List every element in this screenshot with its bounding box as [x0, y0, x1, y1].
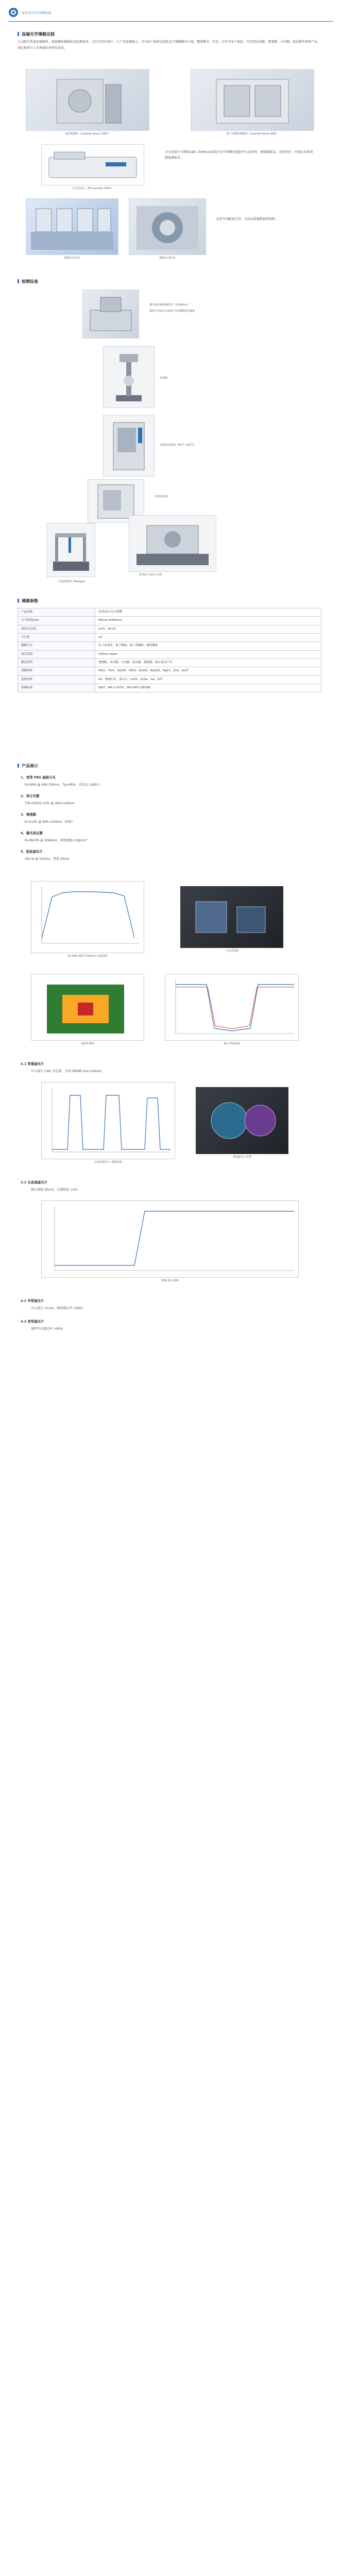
chart-caption: 多波段滤光片 透射曲线 — [94, 1161, 122, 1164]
cutoff-chart — [165, 974, 299, 1041]
spec-value: SiO2、TiO2、Ta2O5、HfO2、Al2O3、Nb2O5、MgF2、ZnS、Ge等 — [95, 667, 321, 675]
spectrophotometer-note: 分光光度计可测量190~3300nm波段内光学薄膜的透射率与反射率，测量精度高，重复性好，可满足各类薄膜检测需求。 — [165, 150, 313, 160]
section-body-coating: 公司配有热蒸发镀膜机、磁控溅射镀膜机及检测设备，具有完善的设计、生产及检测能力，可为客户提供定制化光学薄膜解决方案，覆盖紫外、可见、红外等多个波段，可定制高反膜、增透膜、分光膜、滤光膜等多种产品，满足科研与工业领域的多样化需求。 — [18, 40, 321, 50]
product-title: 2、高分光膜 — [21, 794, 40, 798]
spec-value: Φ5mm-Φ300mm — [95, 617, 321, 625]
equipment-photo — [26, 69, 149, 131]
reflectance-chart — [31, 881, 144, 953]
sub-section-title: 3.1 带通滤光片 — [21, 1062, 44, 1066]
spec-key: 薄膜材料 — [18, 667, 95, 675]
spec-row — [18, 617, 321, 625]
spec-key: 平行度 — [18, 634, 95, 642]
spec-row — [18, 659, 321, 667]
chart-caption: R>99% 400-1100nm 反射曲线 — [67, 955, 108, 958]
workshop-photo — [26, 198, 118, 255]
product-desc: T/R=50/50 ±5% @ 400-1100nm — [25, 802, 75, 805]
spec-value: GB/T、MIL-C-675C、MIL-PRF-13830B — [95, 684, 321, 692]
sub-section-desc: 截止深度 OD>5，过渡陡度 <2% — [31, 1188, 78, 1192]
product-title: 5、陷波滤光片 — [21, 850, 43, 854]
spec-value: 190nm-20μm — [95, 650, 321, 658]
sub-section-title: 4.2 宽带滤光片 — [21, 1319, 44, 1324]
spec-row — [18, 608, 321, 617]
multiband-chart — [41, 1082, 175, 1159]
spec-key: 尺寸范围/mm — [18, 617, 95, 625]
microscope-photo — [103, 346, 155, 408]
company-logo-icon — [8, 7, 19, 18]
product-desc: R>99.9% @ 1064nm，损伤阈值>10J/cm² — [25, 839, 87, 842]
chart-caption: 透射率曲线 — [81, 1042, 94, 1045]
detect-caption: 环境试验箱 — [155, 495, 168, 498]
spec-value: ≤1′ — [95, 634, 321, 642]
workshop-note: 洁净车间配套完善，为高品质镀膜提供保障。 — [216, 217, 279, 221]
sub-section-title: 4.1 窄带滤光片 — [21, 1299, 44, 1303]
damage-tester-photo — [82, 290, 139, 338]
chart-caption: 带通滤光片实物 — [232, 1156, 252, 1159]
product-title: 1、宽带 PBS 偏振分光 — [21, 775, 56, 779]
spec-key: 产品名称 — [18, 608, 95, 617]
sub-section-desc: 通带平均透过率 >95% — [31, 1327, 63, 1331]
equipment-photo — [191, 69, 314, 131]
spec-key: 波长范围 — [18, 650, 95, 658]
equipment-caption: 离子束溅射镀膜机（Leybold Helios 800） — [226, 132, 279, 135]
product-desc: R>99% @ 400-700nm，Tp>95%，消光比 1000:1 — [25, 783, 100, 787]
spectrophotometer-photo — [41, 144, 144, 185]
chart-caption: 截止带宽曲线 — [224, 1042, 240, 1045]
sub-section-title: 3.2 长波通滤光片 — [21, 1180, 47, 1184]
section-title-detection: 检测设备 — [18, 278, 38, 285]
spec-value: λ/10，20-10 — [95, 625, 321, 633]
spec-row — [18, 667, 321, 675]
spec-row — [18, 625, 321, 633]
spectrophotometer-caption: 分光光度计（PE Lambda 1050） — [72, 187, 114, 190]
spec-value: K9、熔融石英、蓝宝石、CaF2、ZnSe、Ge、Si等 — [95, 675, 321, 684]
product-desc: R<0.2% @ 400-1100nm（单面） — [25, 820, 75, 824]
detect-caption: 高低温试验箱 -40℃~150℃ — [160, 444, 195, 447]
product-title: 4、激光高反膜 — [21, 831, 43, 835]
workshop-photo — [129, 198, 206, 255]
workshop-caption: 镀膜车间实景 — [64, 257, 80, 260]
section-title-coating: 高端光学薄膜定制 — [18, 31, 55, 38]
sub-section-desc: 中心波长 ±1nm，峰值透过率 >90% — [31, 1307, 83, 1310]
spec-value: 宽带/高分光学薄膜 — [95, 608, 321, 617]
product-desc: OD>6 @ 532nm，带宽 20nm — [25, 857, 70, 861]
page-header — [8, 7, 333, 22]
spec-row — [18, 684, 321, 692]
filter-photo — [196, 1087, 288, 1154]
detect-caption: 激光损伤阈值测试仪（1064nm） — [149, 303, 190, 307]
product-photo — [180, 886, 283, 948]
spec-key: 基底材料 — [18, 675, 95, 684]
spec-key: 检测标准 — [18, 684, 95, 692]
climate-chamber-photo — [103, 415, 155, 477]
spec-value: 电子束蒸发、离子辅助、离子束溅射、磁控溅射 — [95, 642, 321, 650]
workshop-caption: 镀膜车间实景 — [159, 257, 176, 260]
detect-caption: 显微镜 — [160, 377, 168, 380]
equipment-caption: 蒸发镀膜机（Leybold Syrus 1350） — [65, 132, 110, 135]
od-chart — [41, 1200, 299, 1278]
sub-section-desc: 中心波长 CWL 可定制，半宽 FWHM 2nm-100nm — [31, 1070, 101, 1073]
detect-caption: ZYGO干涉仪 4"/6" — [139, 573, 163, 577]
spec-row — [18, 634, 321, 642]
product-title: 3、增透膜 — [21, 812, 37, 817]
spec-value: 增透膜、高反膜、分光膜、滤光膜、偏振膜、截止滤光片等 — [95, 659, 321, 667]
spec-key: 镀膜方式 — [18, 642, 95, 650]
section-title-spec: 薄膜参数 — [18, 598, 38, 605]
transmission-chart — [31, 974, 144, 1041]
section-title-products: 产品展示 — [18, 762, 38, 770]
detect-caption: 三坐标测量仪 Hexagon — [56, 580, 86, 583]
chart-caption: OD6 截止曲线 — [161, 1279, 179, 1282]
spec-row — [18, 642, 321, 650]
spec-key: 面形/光洁度 — [18, 625, 95, 633]
cmm-photo — [46, 523, 95, 577]
spec-row — [18, 650, 321, 658]
zygo-photo — [129, 515, 216, 572]
spec-row — [18, 675, 321, 684]
header-title: 宽带/高分光学薄膜检测 — [22, 12, 51, 15]
chart-caption: 产品实物图 — [225, 950, 238, 953]
spec-key: 膜层类型 — [18, 659, 95, 667]
detect-note: 测量不同波长及脉宽下的薄膜损伤阈值 — [149, 310, 195, 313]
spec-table — [18, 608, 321, 692]
